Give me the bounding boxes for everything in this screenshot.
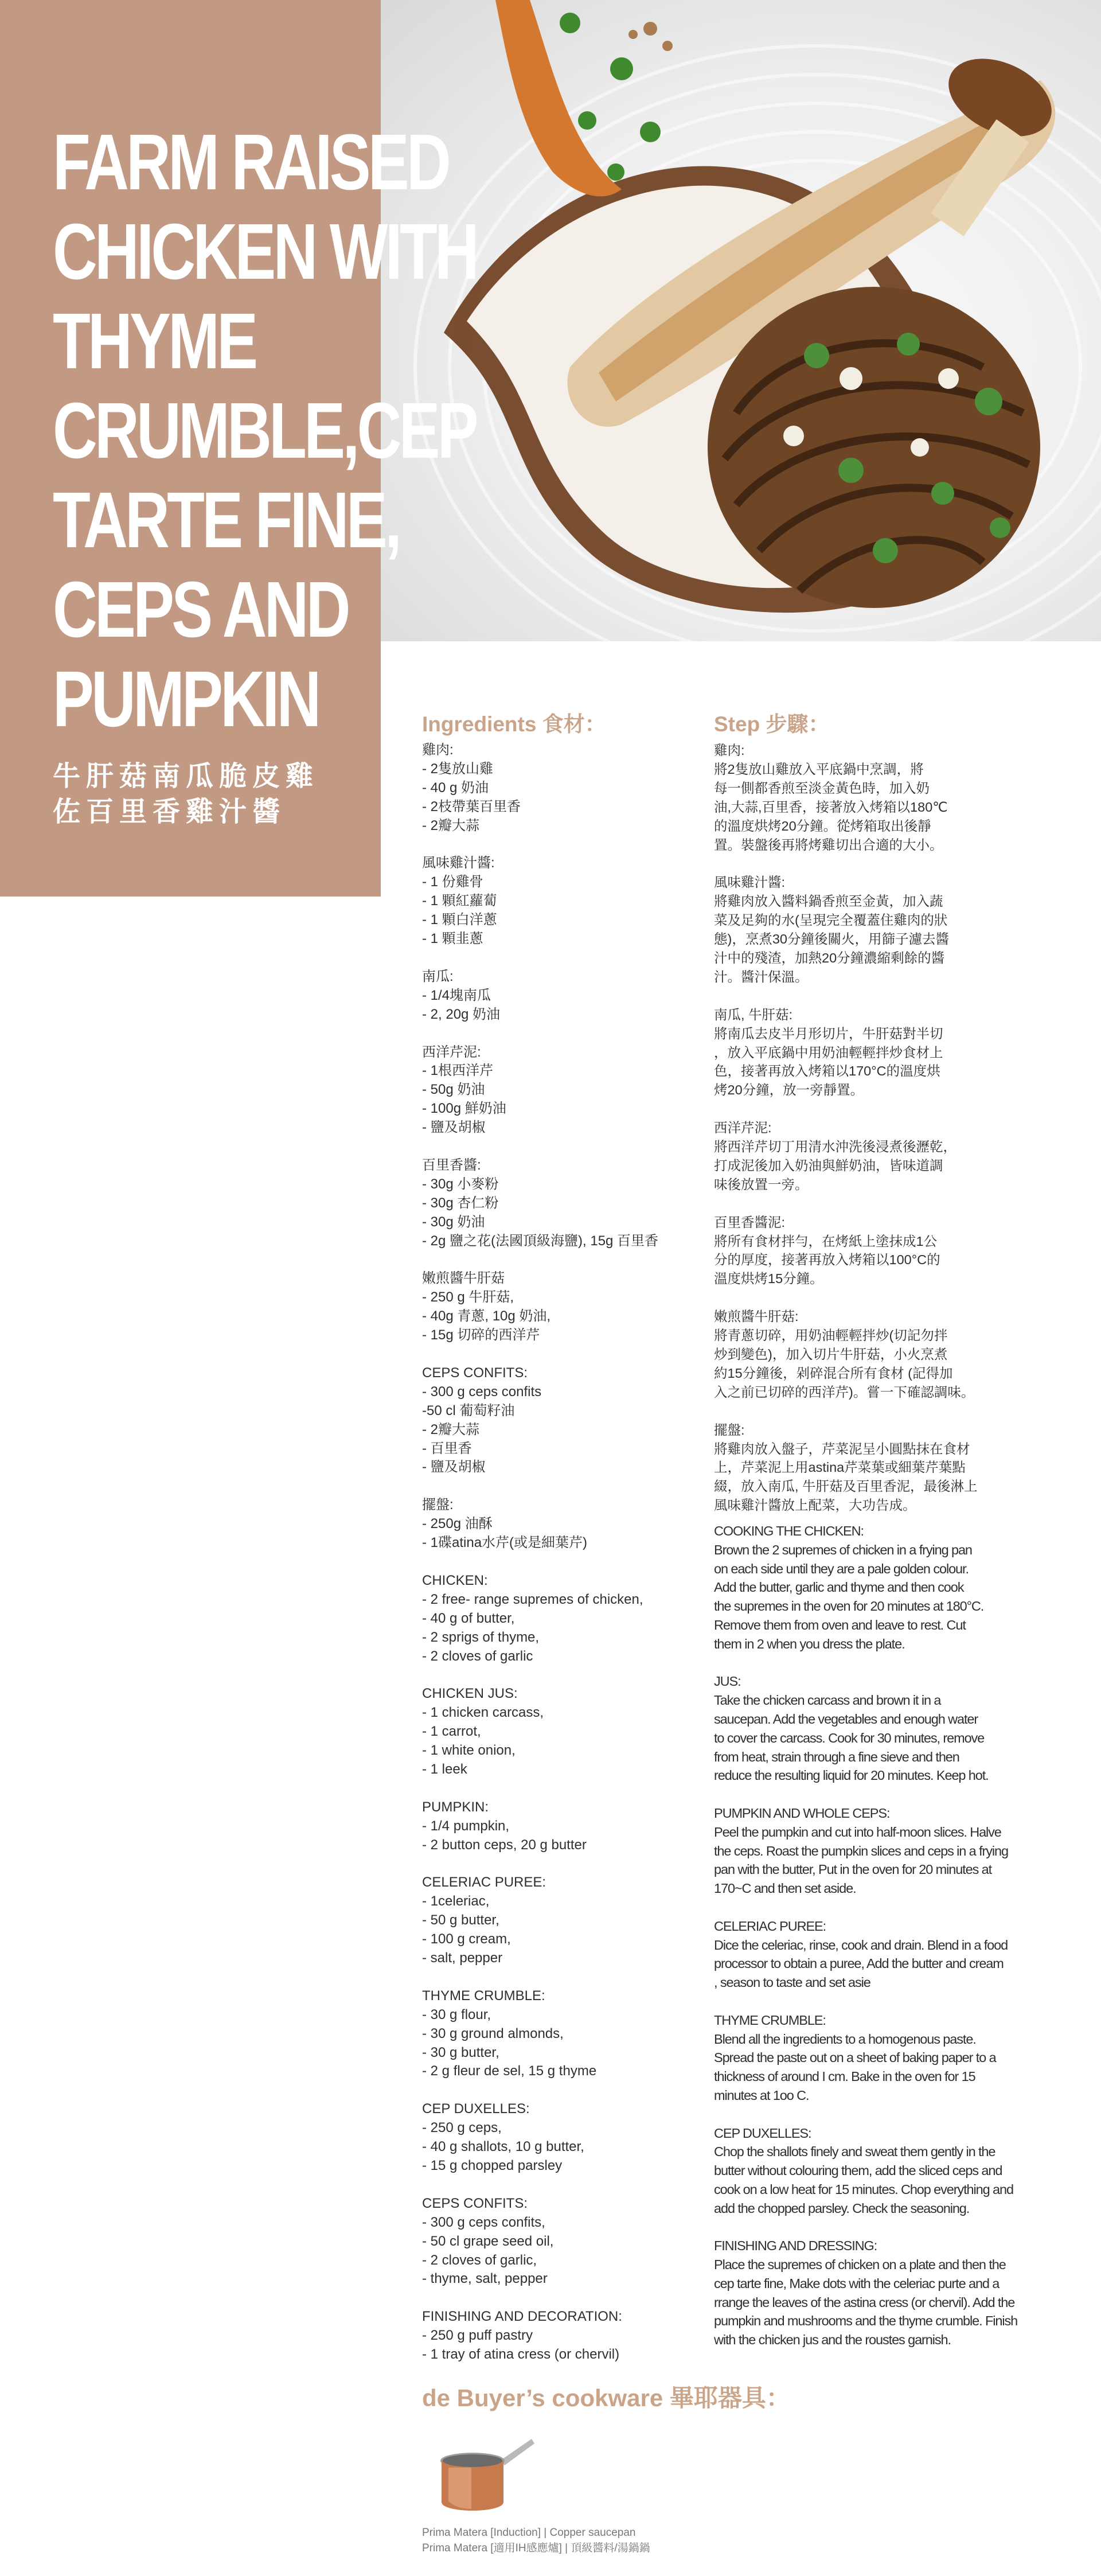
steps-english: COOKING THE CHICKEN: Brown the 2 supremes of chicken in a frying pan on each side until they are a pale golden colour. Add the butter, garlic and thyme and then cook the supremes in the oven for 20 minutes at 180°C. Remove them from oven and leave to rest. Cut them in 2 when you dress the plate. JUS: Take the chicken carcass and brown it in a saucepan. Add the vegetables and enough water to cover the carcass. Cook for 30 minutes, remove from heat, strain through a fine sieve and then reduce the resulting liquid for 20 minutes. Keep hot. PUMPKIN AND WHOLE CEPS: Peel the pumpkin and cut into half-moon slices. Halve the ceps. Roast the pumpkin slices and ceps in a frying pan with the butter, Put in the oven for 20 minutes at 170~C and then set aside. CELERIAC PUREE: Dice the celeriac, rinse, cook and drain. Blend in a food processor to obtain a puree, Add the butter and cream , season to taste and set asie THYME CRUMBLE: Blend all the ingredients to a homogenous paste. Spread the paste out on a sheet of baking paper to a thickness of around I cm. Bake in the oven for 15 minutes at 1oo C. CEP DUXELLES: Chop the shallots finely and sweat them gently in the butter without colouring them, add the sliced ceps and cook on a low heat for 15 minutes. Chop everything and add the chopped parsley. Check the seasoning. FINISHING AND DRESSING: Place the supremes of chicken on a plate and then the cep tarte fine, Make dots with the celeriac purte and a rrange the leaves of the astina cress (or chervil). Add the pumpkin and mushrooms and the thyme crumble. Finish with the chicken jus and the roustes garnish. xyxy=(714,1523,1018,2348)
recipe-subtitle-chinese: 牛肝菇南瓜脆皮雞 佐百里香雞汁醬 xyxy=(53,761,319,827)
steps-chinese: 雞肉: 將2隻放山雞放入平底鍋中烹調，將 每一側都香煎至淡金黃色時，加入奶 油,大蒜,百里香，接著放入烤箱以180℃ 的溫度烘烤20分鐘。從烤箱取出後靜 置。裝盤後再將烤雞切出合適的大小。 風味雞汁醬: 將雞肉放入醬料鍋香煎至金黃，加入蔬 菜及足夠的水(呈現完全覆蓋住雞肉的狀 態)，烹煮30分鐘後關火，用篩子濾去醬 汁中的殘渣，加熱20分鐘濃縮剩餘的醬 汁。醬汁保溫。 南瓜, 牛肝菇: 將南瓜去皮半月形切片，牛肝菇對半切 ，放入平底鍋中用奶油輕輕拌炒食材上 色，接著再放入烤箱以170°C的溫度烘 烤20分鐘，放一旁靜置。 西洋芹泥: 將西洋芹切丁用清水沖洗後浸煮後瀝乾， 打成泥後加入奶油與鮮奶油，皆味道調 味後放置一旁。 百里香醬泥: 將所有食材拌勻，在烤紙上塗抹成1公 分的厚度，接著再放入烤箱以100°C的 溫度烘烤15分鐘。 嫩煎醬牛肝菇: 將青蔥切碎，用奶油輕輕拌炒(切記勿拌 炒到變色)，加入切片牛肝菇，小火烹煮 約15分鐘後，剁碎混合所有食材 (記得加 入之前已切碎的西洋芹)。嘗一下確認調味。 擺盤: 將雞肉放入盤子，芹菜泥呈小圓點抹在食材 上，芹菜泥上用astina芹菜葉或細葉芹葉點 綴，放入南瓜, 牛肝菇及百里香泥，最後淋上 風味雞汁醬放上配菜，大功告成。 xyxy=(714,743,978,1513)
copper-saucepan-icon xyxy=(437,2427,534,2519)
ingredients-list: 雞肉: - 2隻放山雞 - 40 g 奶油 - 2枝帶葉百里香 - 2瓣大蒜 風味雞汁醬: - 1 份雞骨 - 1 顆紅蘿蔔 - 1 顆白洋蔥 - 1 顆韭蔥 南瓜: - 1/4塊南瓜 - 2, 20g 奶油 西洋芹泥: - 1根西洋芹 - 50g 奶油 - 100g 鮮奶油 - 鹽及胡椒 百里香醬: - 30g 小麥粉 - 30g 杏仁粉 - 30g 奶油 - 2g 鹽之花(法國頂級海鹽), 15g 百里香 嫩煎醬牛肝菇 - 250 g 牛肝菇, - 40g 青蔥, 10g 奶油, - 15g 切碎的西洋芹 CEPS CONFITS: - 300 g ceps confits -50 cl 葡萄籽油 - 2瓣大蒜 - 百里香 - 鹽及胡椒 擺盤: - 250g 油酥 - 1碟atina水芹(或是細葉芹) CHICKEN: - 2 free- range supremes of chicken, - 40 g of butter, - 2 sprigs of thyme, - 2 cloves of garlic CHICKEN JUS: - 1 chicken carcass, - 1 carrot, - 1 white onion, - 1 leek PUMPKIN: - 1/4 pumpkin, - 2 button ceps, 20 g butter CELERIAC PUREE: - 1celeriac, - 50 g butter, - 100 g cream, - salt, pepper THYME CRUMBLE: - 30 g flour, - 30 g ground almonds, - 30 g butter, - 2 g fleur de sel, 15 g thyme CEP DUXELLES: - 250 g ceps, - 40 g shallots, 10 g butter, - 15 g chopped parsley CEPS CONFITS: - 300 g ceps confits, - 50 cl grape seed oil, - 2 cloves of garlic, - thyme, salt, pepper FINISHING AND DECORATION: - 250 g puff pastry - 1 tray of atina cress (or chervil) xyxy=(422,742,659,2363)
recipe-title: FARM RAISED CHICKEN WITH THYME CRUMBLE,CEP TARTE FINE, CEPS AND PUMPKIN xyxy=(53,118,477,743)
steps-heading: Step 步驟： xyxy=(714,712,830,736)
cookware-heading: de Buyer’s cookware 畢耶器具： xyxy=(422,2384,790,2411)
ingredients-heading: Ingredients 食材： xyxy=(422,712,606,736)
cookware-caption: Prima Matera [Induction] | Copper saucepan Prima Matera [適用IH感應爐] | 頂級醬料/湯鍋鍋 xyxy=(422,2527,650,2554)
